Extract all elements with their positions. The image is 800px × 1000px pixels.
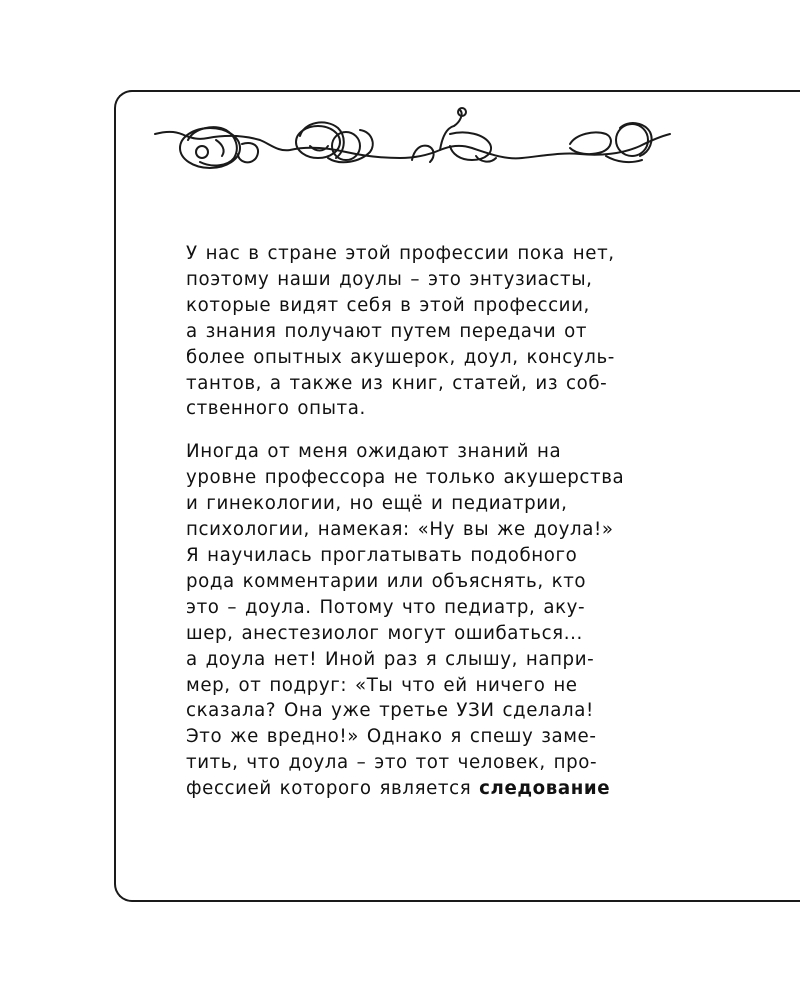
- text-line: которые видят себя в этой профессии,: [186, 294, 590, 316]
- text-line: Это же вредно!» Однако я спешу заме-: [186, 726, 597, 748]
- text-line: а доула нет! Иной раз я слышу, напри-: [186, 648, 595, 670]
- lying-baby: [570, 123, 652, 162]
- text-line: сказала? Она уже третье УЗИ сделала!: [186, 700, 594, 722]
- text-line: а знания получают путем передачи от: [186, 320, 588, 342]
- bold-term: следование: [479, 778, 611, 800]
- text-line: это – доула. Потому что педиатр, аку-: [186, 596, 586, 618]
- last-line-prefix: фессией которого является: [186, 778, 480, 800]
- text-line: психологии, намекая: «Ну вы же доула!»: [186, 519, 614, 541]
- paragraph-2: [186, 439, 646, 802]
- text-line: Я научилась проглатывать подобного: [186, 544, 578, 566]
- text-line: мер, от подруг: «Ты что ей ничего не: [186, 674, 578, 696]
- standing-baby: [412, 108, 496, 162]
- text-line: Иногда от меня ожидают знаний на: [186, 441, 562, 463]
- text-line: более опытных акушерок, доул, консуль-: [186, 346, 615, 368]
- baby-line-art-ornament: [150, 100, 680, 180]
- body-text: [186, 241, 646, 802]
- text-line: шер, анестезиолог могут ошибаться...: [186, 622, 583, 644]
- text-line: тантов, а также из книг, статей, из соб-: [186, 372, 608, 394]
- text-line: и гинекологии, но ещё и педиатрии,: [186, 493, 568, 515]
- curled-baby-1: [180, 127, 258, 168]
- curled-baby-2: [296, 122, 373, 162]
- paragraph-1: [186, 241, 646, 422]
- text-line: рода комментарии или объяснять, кто: [186, 570, 587, 592]
- text-line: У нас в стране этой профессии пока нет,: [186, 243, 615, 264]
- text-line: уровне профессора не только акушерства: [186, 467, 625, 489]
- text-line: поэтому наши доулы – это энтузиасты,: [186, 268, 593, 290]
- text-line: тить, что доула – это тот человек, про-: [186, 752, 598, 774]
- text-line-last: [186, 776, 646, 802]
- text-line: ственного опыта.: [186, 398, 366, 420]
